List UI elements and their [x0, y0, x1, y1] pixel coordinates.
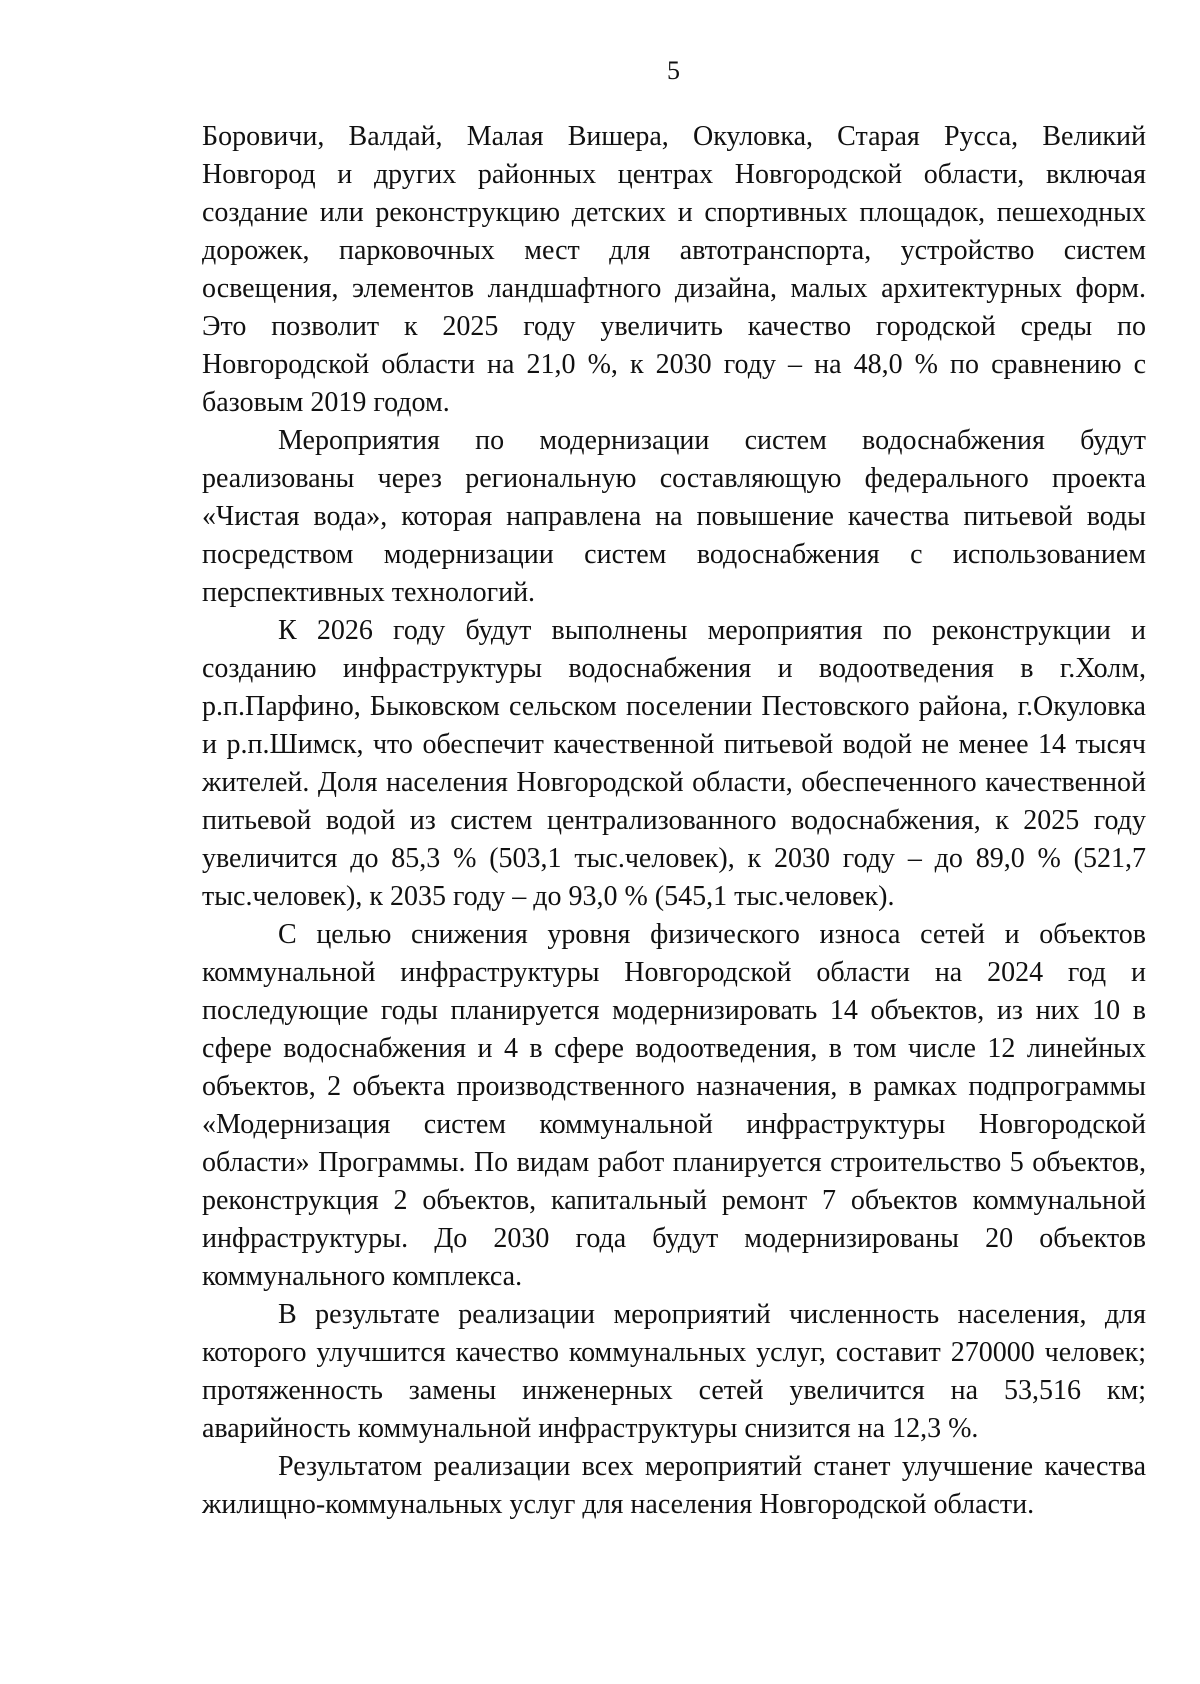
paragraph-water-supply: Мероприятия по модернизации систем водоснабжения будут реализованы через региональную составляющую федерального проекта «Чистая вода», которая направлена на повышение качества питьевой воды посредством модернизации систем водоснабжения с использованием перспективных технологий.	[202, 425, 1146, 608]
page-number: 5	[667, 56, 680, 85]
paragraph-infrastructure-2026: К 2026 году будут выполнены мероприятия по реконструкции и созданию инфраструктуры водоснабжения и водоотведения в г.Холм, р.п.Парфино, Быковском сельском поселении Пестовского района, г.Окуловка и р.п.Шимск, что обеспечит качественной питьевой водой не менее 14 тысяч жителей. Доля населения Новгородской области, обеспеченного качественной питьевой водой из систем централизованного водоснабжения, к 2025 году увеличится до 85,3 % (503,1 тыс.человек), к 2030 году – до 89,0 % (521,7 тыс.человек), к 2035 году – до 93,0 % (545,1 тыс.человек).	[202, 615, 1146, 912]
paragraph-continuation: Боровичи, Валдай, Малая Вишера, Окуловка, Старая Русса, Великий Новгород и других районных центрах Новгородской области, включая создание или реконструкцию детских и спортивных площадок, пешеходных дорожек, парковочных мест для автотранспорта, устройство систем освещения, элементов ландшафтного дизайна, малых архитектурных форм. Это позволит к 2025 году увеличить качество городской среды по Новгородской области на 21,0 %, к 2030 году – на 48,0 % по сравнению с базовым 2019 годом.	[202, 121, 1146, 418]
paragraph-conclusion: Результатом реализации всех мероприятий станет улучшение качества жилищно-коммунальных услуг для населения Новгородской области.	[202, 1451, 1146, 1520]
paragraph-modernization: С целью снижения уровня физического износа сетей и объектов коммунальной инфраструктуры Новгородской области на 2024 год и последующие годы планируется модернизировать 14 объектов, из них 10 в сфере водоснабжения и 4 в сфере водоотведения, в том числе 12 линейных объектов, 2 объекта производственного назначения, в рамках подпрограммы «Модернизация систем коммунальной инфраструктуры Новгородской области» Программы. По видам работ планируется строительство 5 объектов, реконструкция 2 объектов, капитальный ремонт 7 объектов коммунальной инфраструктуры. До 2030 года будут модернизированы 20 объектов коммунального комплекса.	[202, 919, 1146, 1292]
paragraph-results: В результате реализации мероприятий численность населения, для которого улучшится качество коммунальных услуг, составит 270000 человек; протяженность замены инженерных сетей увеличится на 53,516 км; аварийность коммунальной инфраструктуры снизится на 12,3 %.	[202, 1299, 1146, 1444]
document-body	[202, 118, 1146, 1524]
